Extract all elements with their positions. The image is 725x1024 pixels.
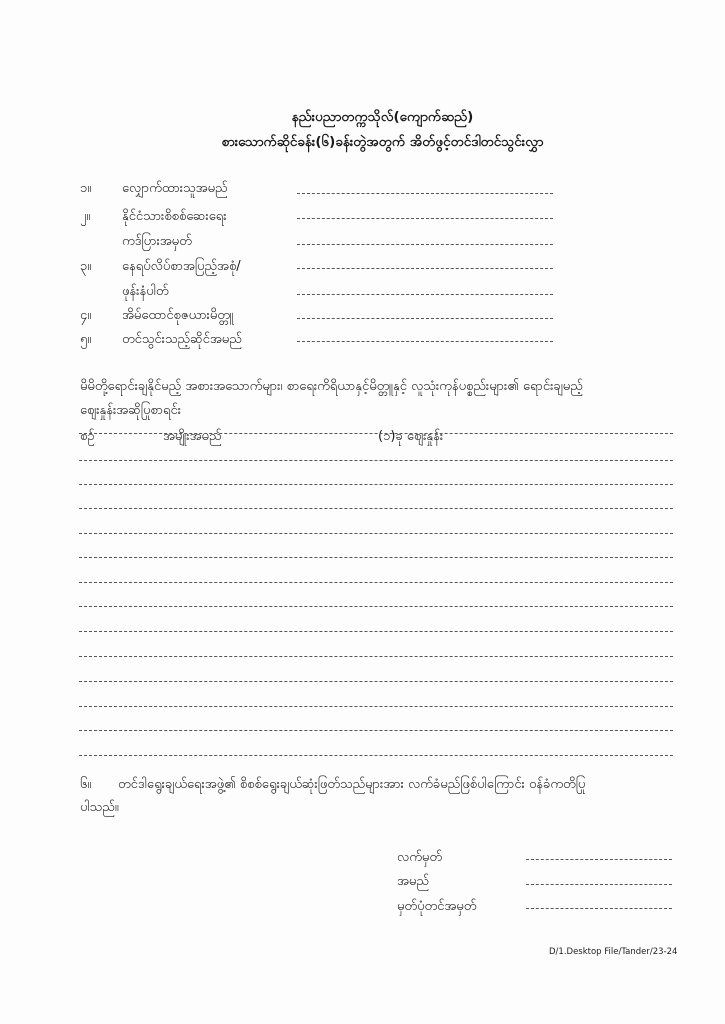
field-5-label: တင်သွင်းသည့်ဆိုင်အမည် bbox=[122, 332, 242, 347]
price-line[interactable] bbox=[79, 706, 673, 707]
price-line[interactable] bbox=[79, 460, 673, 461]
price-line[interactable] bbox=[79, 508, 673, 509]
price-line[interactable] bbox=[79, 656, 673, 657]
field-2-blank-2[interactable] bbox=[297, 244, 553, 245]
price-line[interactable] bbox=[79, 606, 673, 607]
price-line[interactable] bbox=[79, 582, 673, 583]
column-serial: စဉ် bbox=[80, 429, 95, 444]
field-3-label: နေရပ်လိပ်စာအပြည့်အစုံ/ bbox=[122, 259, 241, 274]
column-price: (၁)ခု ဈေးနှုန်း bbox=[378, 429, 444, 444]
signature-blank[interactable] bbox=[526, 859, 672, 860]
registration-number-label: မှတ်ပုံတင်အမှတ် bbox=[397, 899, 477, 914]
file-path-footer: D/1.Desktop File/Tander/23-24 bbox=[549, 947, 678, 957]
field-1-label: လျှောက်ထားသူအမည် bbox=[122, 181, 228, 196]
price-line[interactable] bbox=[79, 533, 673, 534]
field-2-number: ၂။ bbox=[80, 209, 91, 224]
form-subtitle: စားသောက်ဆိုင်ခန်း(၆)ခန်းတွဲအတွက် အိတ်ဖွင့်တင်ဒါတင်သွင်းလွှာ bbox=[221, 134, 544, 150]
field-2-label-line2: ကဒ်ပြားအမှတ် bbox=[122, 234, 192, 249]
name-blank[interactable] bbox=[526, 884, 672, 885]
field-5-blank[interactable] bbox=[297, 341, 553, 342]
price-line[interactable] bbox=[79, 681, 673, 682]
price-line[interactable] bbox=[79, 755, 673, 756]
signature-label: လက်မှတ် bbox=[397, 850, 442, 865]
field-4-label: အိမ်ထောင်စုဇယားမိတ္တူ bbox=[122, 308, 234, 323]
registration-number-blank[interactable] bbox=[526, 908, 672, 909]
field-3-number: ၃။ bbox=[80, 259, 92, 274]
form-title: နည်းပညာတက္ကသိုလ်(ကျောက်ဆည်) bbox=[291, 109, 474, 125]
name-label: အမည် bbox=[397, 874, 429, 889]
field-5-number: ၅။ bbox=[80, 332, 92, 347]
field-2-blank-1[interactable] bbox=[297, 218, 553, 219]
field-3-label-line2: ဖုန်းနံပါတ် bbox=[122, 284, 169, 299]
field-3-blank-2[interactable] bbox=[297, 294, 553, 295]
price-intro-line2: ဈေးနှုန်းအဆိုပြုစာရင်း bbox=[80, 403, 181, 418]
price-line[interactable] bbox=[79, 557, 673, 558]
column-item: အမျိုးအမည် bbox=[163, 429, 222, 444]
declaration-text-line1: တင်ဒါရွေးချယ်ရေးအဖွဲ့၏ စိစစ်ရွေးချယ်ဆုံးဖြတ်သည်များအား လက်ခံမည်ဖြစ်ပါကြောင်း ဝန်ခံကတိပြု bbox=[118, 777, 586, 792]
declaration-text-line2: ပါသည်။ bbox=[80, 800, 119, 815]
field-3-blank-1[interactable] bbox=[297, 268, 553, 269]
price-line[interactable] bbox=[79, 433, 673, 434]
price-line[interactable] bbox=[79, 484, 673, 485]
price-line[interactable] bbox=[79, 730, 673, 731]
field-1-blank[interactable] bbox=[297, 193, 553, 194]
price-line[interactable] bbox=[79, 631, 673, 632]
declaration-number: ၆။ bbox=[80, 777, 92, 792]
field-2-label: နိုင်ငံသားစိစစ်ဆေးရေး bbox=[122, 209, 227, 224]
field-4-number: ၄။ bbox=[80, 308, 92, 323]
field-4-blank[interactable] bbox=[297, 318, 553, 319]
price-intro-line1: မိမိတို့ရောင်းချနိုင်မည့် အစားအသောက်များ၊ စာရေးကိရိယာနှင့်မိတ္တူနှင့် လူသုံးကုန်ပစ္စည်းများ၏ ရောင်းချမည့် bbox=[80, 379, 583, 394]
field-1-number: ၁။ bbox=[80, 181, 92, 196]
